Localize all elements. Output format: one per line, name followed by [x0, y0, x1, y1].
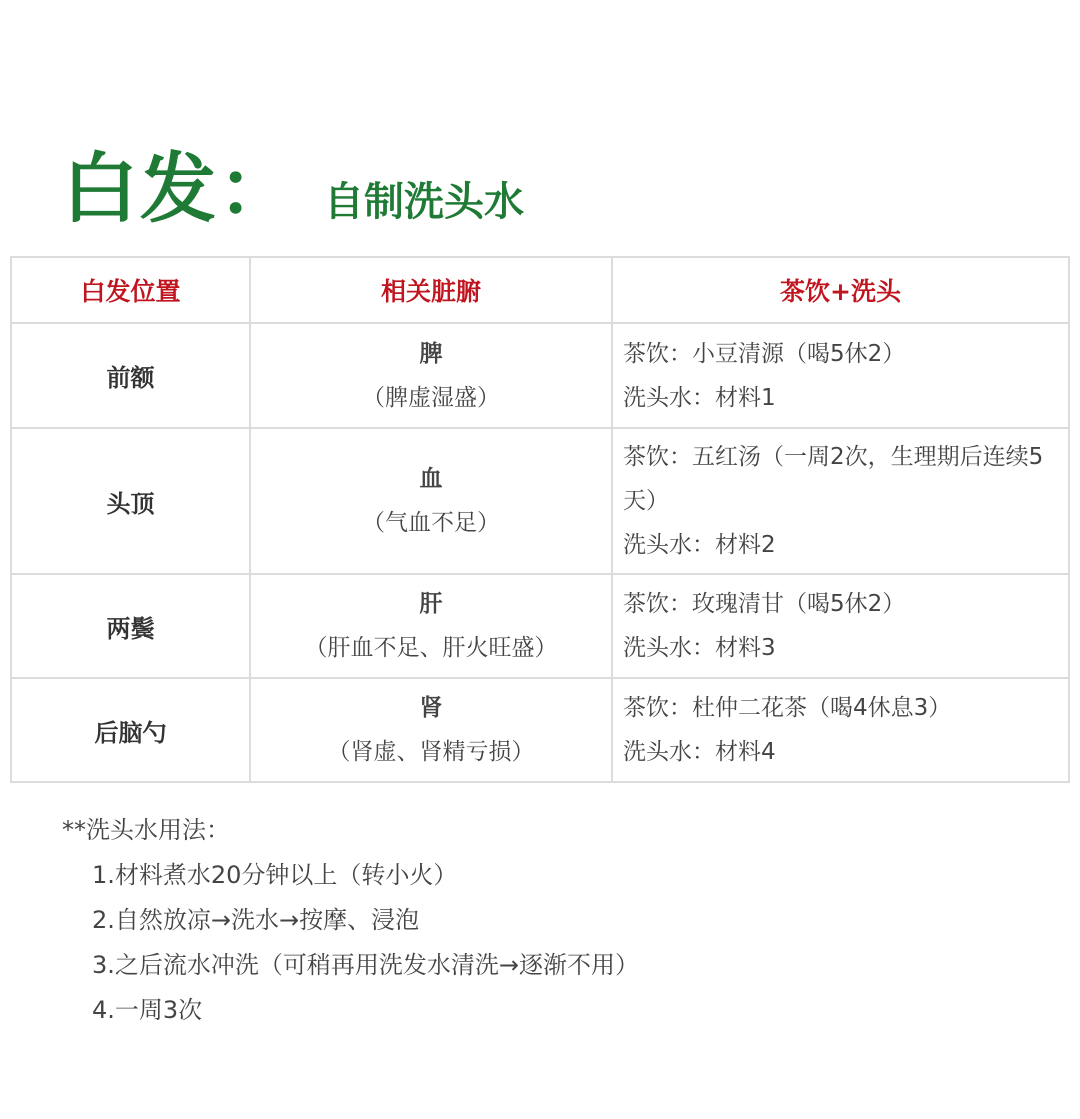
usage-section	[62, 808, 639, 1033]
wash-line: 洗头水：材料2	[623, 532, 776, 558]
remedy-table	[10, 256, 1070, 783]
remedy-cell	[612, 428, 1069, 574]
page-title	[62, 128, 524, 237]
title-main: 白发	[62, 144, 218, 233]
location-cell: 后脑勺	[11, 678, 250, 782]
wash-line: 洗头水：材料4	[623, 739, 776, 765]
organ-cell	[250, 323, 612, 428]
usage-step: 2.自然放凉→洗水→按摩、浸泡	[92, 906, 420, 934]
organ-name: 肝	[419, 591, 443, 617]
wash-line: 洗头水：材料1	[623, 384, 776, 411]
usage-heading: **洗头水用法：	[62, 816, 230, 844]
table-row	[11, 323, 1069, 428]
organ-note: （肝血不足、肝火旺盛）	[304, 635, 558, 661]
wash-line: 洗头水：材料3	[623, 635, 776, 661]
remedy-cell	[612, 678, 1069, 782]
table-header-row	[11, 257, 1069, 323]
organ-cell	[250, 574, 612, 678]
organ-name: 脾	[419, 340, 443, 367]
location-cell: 头顶	[11, 428, 250, 574]
organ-note: （肾虚、肾精亏损）	[327, 739, 535, 765]
usage-step: 4.一周3次	[92, 996, 203, 1024]
title-colon: ：	[218, 144, 294, 233]
table-row	[11, 678, 1069, 782]
organ-cell	[250, 678, 612, 782]
tea-line: 茶饮：五红汤（一周2次，生理期后连续5天）	[623, 444, 1044, 514]
tea-line: 茶饮：玫瑰清甘（喝5休2）	[623, 591, 906, 617]
table-row	[11, 574, 1069, 678]
organ-cell	[250, 428, 612, 574]
title-subtitle: 自制洗头水	[324, 179, 524, 225]
usage-step: 1.材料煮水20分钟以上（转小火）	[92, 861, 458, 889]
header-remedy: 茶饮+洗头	[612, 257, 1069, 323]
organ-note: （气血不足）	[362, 510, 500, 536]
table-row	[11, 428, 1069, 574]
organ-note: （脾虚湿盛）	[362, 384, 500, 411]
location-cell: 两鬓	[11, 574, 250, 678]
header-organ: 相关脏腑	[250, 257, 612, 323]
header-location: 白发位置	[11, 257, 250, 323]
usage-step: 3.之后流水冲洗（可稍再用洗发水清洗→逐渐不用）	[92, 951, 640, 979]
location-cell: 前额	[11, 323, 250, 428]
tea-line: 茶饮：杜仲二花茶（喝4休息3）	[623, 695, 952, 721]
tea-line: 茶饮：小豆清源（喝5休2）	[623, 340, 906, 367]
organ-name: 血	[419, 466, 443, 492]
remedy-cell	[612, 574, 1069, 678]
organ-name: 肾	[419, 695, 443, 721]
remedy-cell	[612, 323, 1069, 428]
